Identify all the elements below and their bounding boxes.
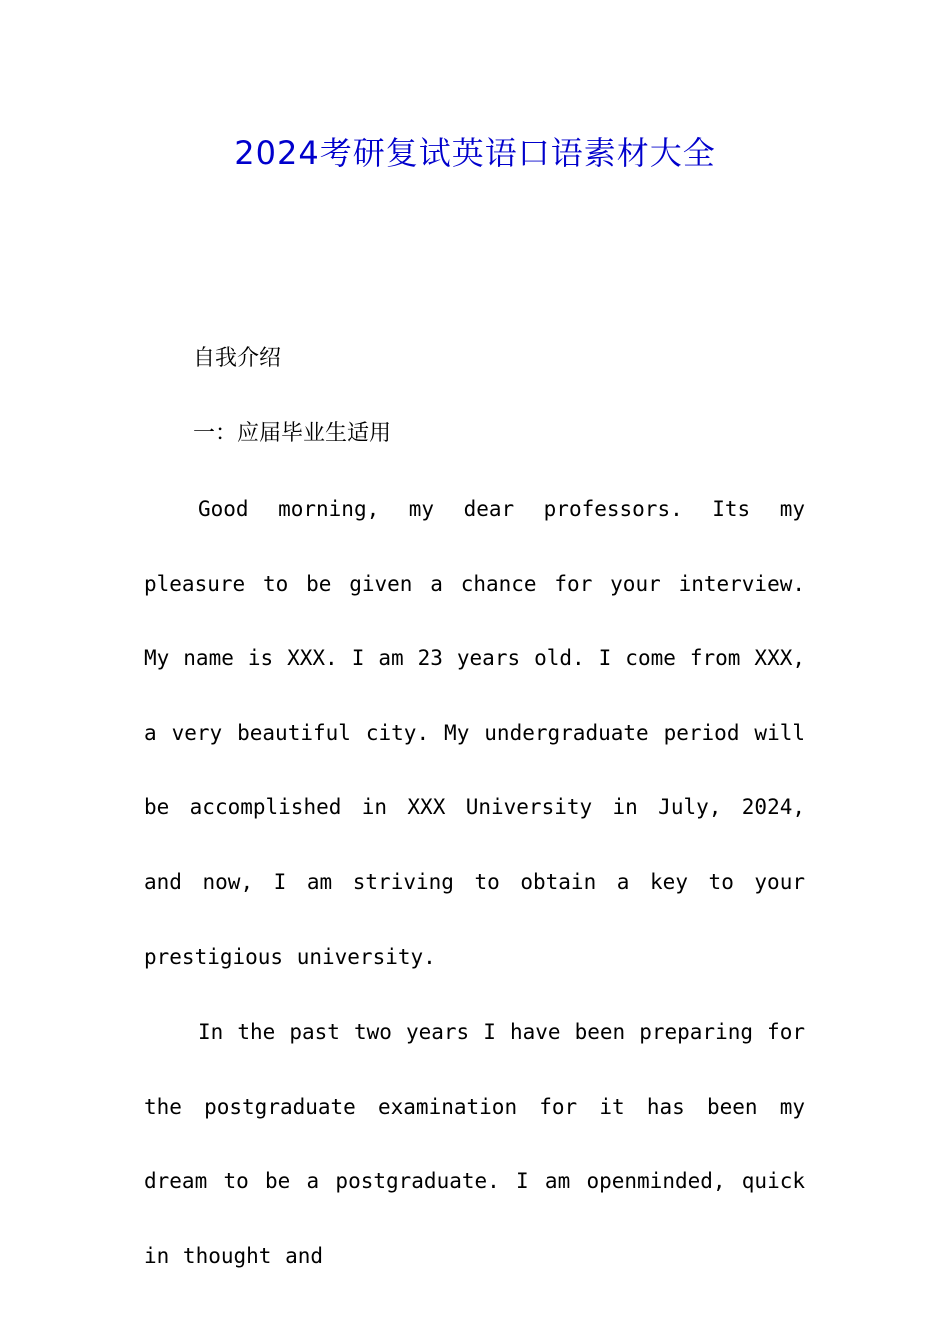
document-title: 2024考研复试英语口语素材大全 xyxy=(234,134,716,172)
paragraph-2: In the past two years I have been preparing for the postgraduate examination for it has been my dream to be a postgraduate. I am openminded, quick in thought and xyxy=(144,1020,805,1268)
paragraph-1: Good morning, my dear professors. Its my pleasure to be given a chance for your interview. My name is XXX. I am 23 years old. I come from XXX, a very beautiful city. My undergraduate period will be accomplished in XXX University in July, 2024, and now, I am striving to obtain a key to your prestigious university. xyxy=(144,497,805,969)
section-heading: 自我介绍 xyxy=(193,346,282,371)
subsection-heading: 一：应届毕业生适用 xyxy=(193,421,392,446)
